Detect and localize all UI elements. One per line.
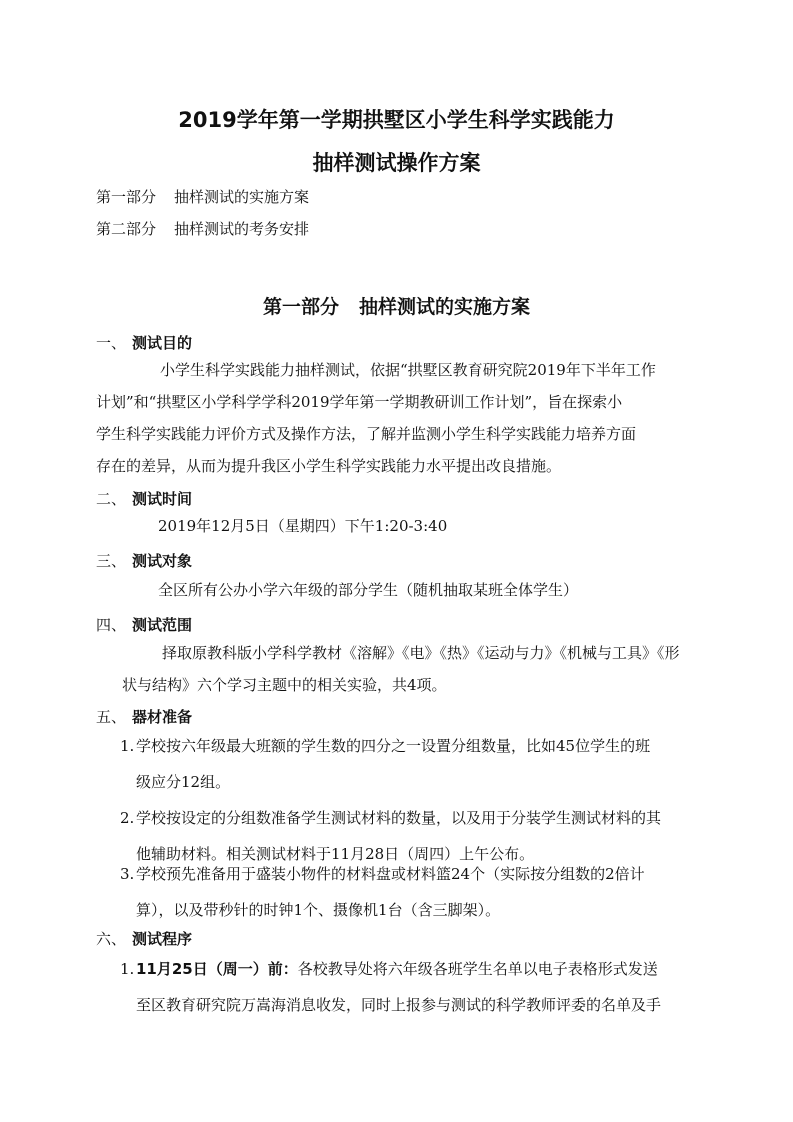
time-text: 2019年12月5日（星期四）下午1:20-3:40 xyxy=(158,517,448,535)
item-label: 3. xyxy=(120,865,135,883)
section-heading-equipment xyxy=(96,706,192,727)
section-number: 一、 xyxy=(96,334,127,352)
item-text-cont: 算），以及带秒针的时钟1个、摄像机1台（含三脚架）。 xyxy=(136,901,501,919)
section-heading-time xyxy=(96,488,192,509)
toc-item-part1 xyxy=(96,186,309,207)
purpose-line: 小学生科学实践能力抽样测试，依据“拱墅区教育研究院2019年下半年工作 xyxy=(160,361,656,379)
purpose-line: 存在的差异，从而为提升我区小学生科学实践能力水平提出改良措施。 xyxy=(96,457,562,475)
part1-name: 抽样测试的实施方案 xyxy=(359,296,531,318)
item-label: 2. xyxy=(120,809,135,827)
section-title: 器材准备 xyxy=(132,708,193,726)
item-text-cont: 至区教育研究院万嵩海消息收发，同时上报参与测试的科学教师评委的名单及手 xyxy=(136,996,662,1014)
section-heading-scope xyxy=(96,614,192,635)
section-number: 五、 xyxy=(96,708,127,726)
section-title: 测试时间 xyxy=(132,490,193,508)
target-text: 全区所有公办小学六年级的部分学生（随机抽取某班全体学生） xyxy=(158,581,579,599)
toc-part-name: 抽样测试的考务安排 xyxy=(174,220,310,238)
toc-part-label: 第一部分 xyxy=(96,188,157,206)
section-title: 测试对象 xyxy=(132,552,193,570)
part1-label: 第一部分 xyxy=(262,296,339,318)
section-title: 测试程序 xyxy=(132,930,193,948)
equipment-item-3 xyxy=(120,856,710,928)
item-date: 11月25日（周一）前 xyxy=(136,960,283,978)
purpose-line: 学生科学实践能力评价方式及操作方法，了解并监测小学生科学实践能力培养方面 xyxy=(96,425,637,443)
item-text-cont: 他辅助材料。相关测试材料于11月28日（周四）上午公布。 xyxy=(136,845,535,863)
section-title: 测试目的 xyxy=(132,334,193,352)
equipment-item-1 xyxy=(120,728,710,800)
scope-line: 状与结构》六个学习主题中的相关实验，共4项。 xyxy=(122,676,447,694)
item-colon: ： xyxy=(282,960,298,978)
section-number: 二、 xyxy=(96,490,127,508)
scope-line: 择取原教科版小学科学教材《溶解》《电》《热》《运动与力》《机械与工具》《形 xyxy=(162,644,680,662)
section-number: 六、 xyxy=(96,930,127,948)
document-title-line1: 2019学年第一学期拱墅区小学生科学实践能力 xyxy=(178,108,615,132)
section-heading-target xyxy=(96,550,192,571)
item-text-cont: 级应分12组。 xyxy=(136,773,231,791)
item-text: 学校按设定的分组数准备学生测试材料的数量，以及用于分装学生测试材料的其 xyxy=(136,809,662,827)
toc-part-label: 第二部分 xyxy=(96,220,157,238)
document-title-line2: 抽样测试操作方案 xyxy=(312,151,481,175)
section-number: 四、 xyxy=(96,616,127,634)
scope-paragraph xyxy=(96,637,716,701)
section-number: 三、 xyxy=(96,552,127,570)
purpose-line: 计划”和“拱墅区小学科学学科2019学年第一学期教研训工作计划”，旨在探索小 xyxy=(96,393,623,411)
item-text: 学校按六年级最大班额的学生数的四分之一设置分组数量，比如45位学生的班 xyxy=(136,737,651,755)
toc-item-part2 xyxy=(96,218,309,239)
procedure-item-1 xyxy=(120,951,710,1023)
item-label: 1. xyxy=(120,737,135,755)
purpose-paragraph xyxy=(96,354,716,482)
toc-part-name: 抽样测试的实施方案 xyxy=(174,188,310,206)
item-text: 各校教导处将六年级各班学生名单以电子表格形式发送 xyxy=(297,960,658,978)
item-text: 学校预先准备用于盛装小物件的材料盘或材料篮24个（实际按分组数的2倍计 xyxy=(136,865,645,883)
part1-heading xyxy=(0,292,793,319)
section-title: 测试范围 xyxy=(132,616,193,634)
section-heading-purpose xyxy=(96,332,192,353)
item-label: 1. xyxy=(120,960,135,978)
section-heading-procedure xyxy=(96,928,192,949)
